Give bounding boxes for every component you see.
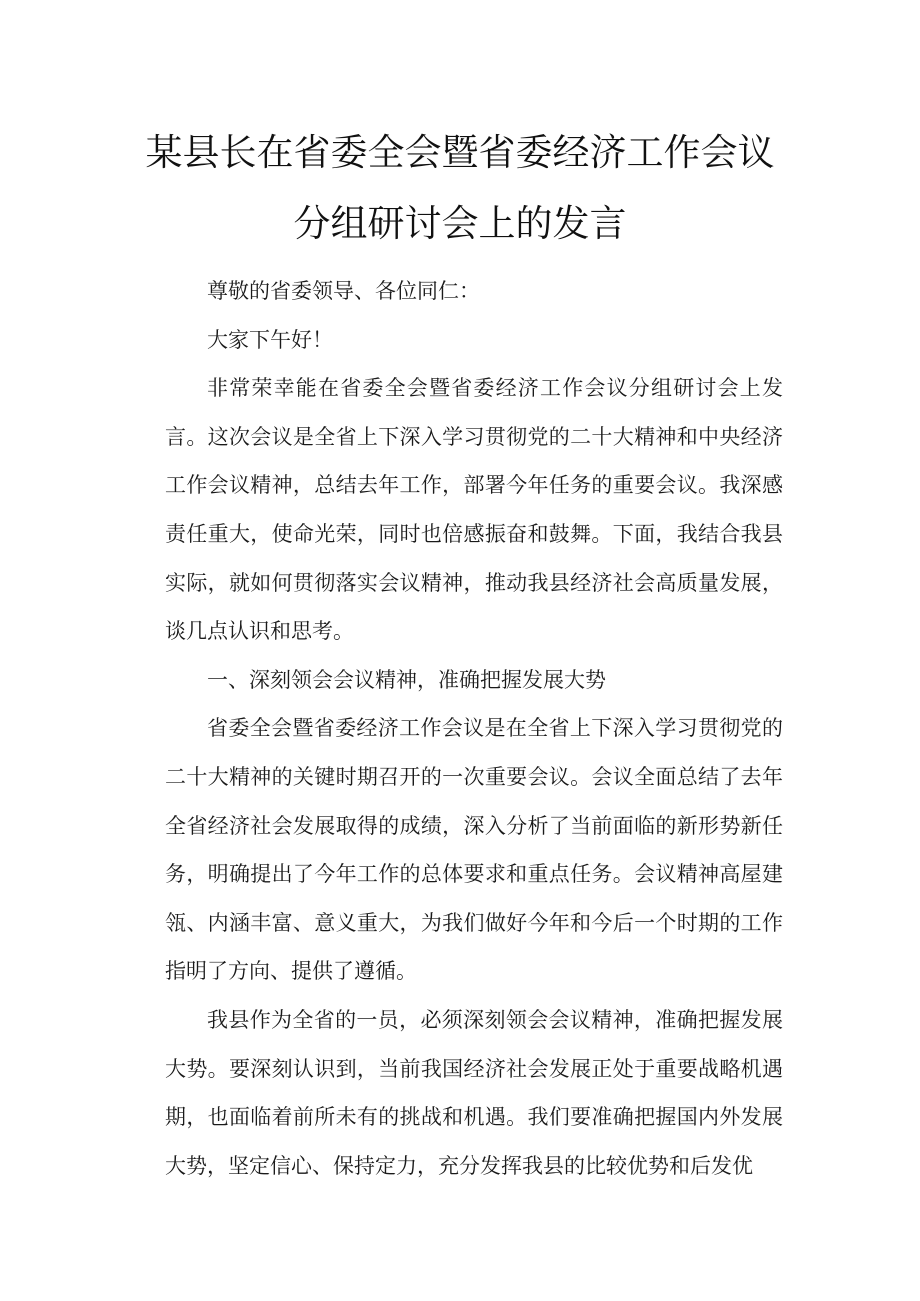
- paragraph-section-1-b: 我县作为全省的一员，必须深刻领会会议精神，准确把握发展大势。要深刻认识到，当前我国经济社会发展正处于重要战略机遇期，也面临着前所未有的挑战和机遇。我们要准确把握国内外发展大势，坚定信心、保持定力，充分发挥我县的比较优势和后发优: [165, 1007, 783, 1178]
- section-heading-1: 一、深刻领会会议精神，准确把握发展大势: [207, 667, 606, 692]
- document-body: [165, 267, 783, 1190]
- greeting: 大家下午好！: [207, 327, 333, 352]
- document-title-line-2: 分组研讨会上的发言: [293, 202, 627, 245]
- document-title-line-1: 某县长在省委全会暨省委经济工作会议: [145, 131, 775, 174]
- paragraph-intro: 非常荣幸能在省委全会暨省委经济工作会议分组研讨会上发言。这次会议是全省上下深入学习贯彻党的二十大精神和中央经济工作会议精神，总结去年工作，部署今年任务的重要会议。我深感责任重大，使命光荣，同时也倍感振奋和鼓舞。下面，我结合我县实际，就如何贯彻落实会议精神，推动我县经济社会高质量发展，谈几点认识和思考。: [165, 376, 783, 644]
- salutation: 尊敬的省委领导、各位同仁：: [207, 279, 480, 303]
- paragraph-section-1-a: 省委全会暨省委经济工作会议是在全省上下深入学习贯彻党的二十大精神的关键时期召开的一次重要会议。会议全面总结了去年全省经济社会发展取得的成绩，深入分析了当前面临的新形势新任务，明确提出了今年工作的总体要求和重点任务。会议精神高屋建瓴、内涵丰富、意义重大，为我们做好今年和今后一个时期的工作指明了方向、提供了遵循。: [165, 716, 783, 984]
